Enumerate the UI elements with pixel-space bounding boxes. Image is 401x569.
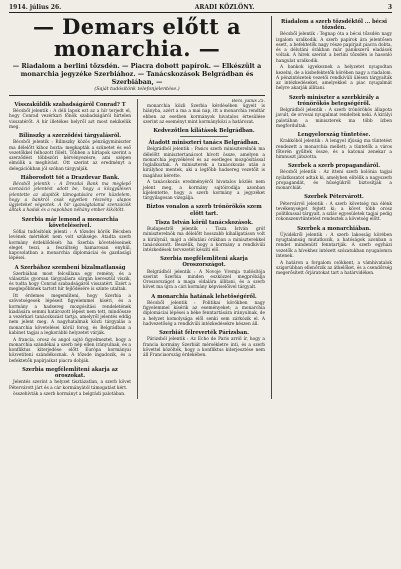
section-heading: A Szerbához szembeni bizalmatlanság bbox=[14, 264, 126, 271]
article-paragraph: összehívták a szerb kormányt a belgrádi palotában. bbox=[13, 392, 126, 398]
text-column-1 bbox=[9, 99, 131, 399]
article-paragraph: Belgrádból jelentik : Pasics szerb miniszterelnök ma délelőtt minisztertanácsot hívott össze, amelyen a monarchia jegyzékével és az esetleges mozgósítással foglalkoztak. A miniszterek a tanácskozás után a királyhoz mentek, aki a legfőbb hadsereg vezetőit is magához kérette. bbox=[143, 147, 265, 179]
article-two-columns bbox=[9, 99, 265, 399]
paper-name: ARADI KÖZLÖNY. bbox=[194, 4, 255, 11]
section-divider bbox=[180, 136, 229, 137]
article-paragraph: Belgrádból jelentik : A Novoje Vremja tudósítója szerint Szerbia minden eszközzel megpróbálja Oroszországot a maga oldalára állítani, és a szerb követ ma újra a cári kormány képviselőivel tárgyalt. bbox=[143, 269, 265, 291]
text-column-2 bbox=[137, 99, 265, 399]
section-heading: Szerb miniszter a szerbkirály a trónörökös betegségéről. bbox=[289, 94, 379, 107]
section-heading: Háborodott tót a Drazdevar Bank. bbox=[20, 174, 120, 181]
headline-deck: — Riadalom a berlini tőzsdén. — Piacra dobott papírok. — Elkészült a monarchia jegyzéke Szerbiához. — Tanácskozások Belgrádban és Szerbiában, — bbox=[12, 62, 262, 86]
section-heading: Átadott miniszteri tanács Belgrádban. bbox=[148, 140, 260, 147]
article-paragraph: Bécsből jelentik : Bilinszky közös pénzügyminiszter ma délelőtt kihoz hozta: megkapták a szünetet és eső vezetőkkel felhozott fölelt. Többen a hírlapok szerint a szerződést többszöri kérvényezésre, ami szépen elmúlik a meghívást. Ott szerint az eredményt a delegációkban jól szóban tárgyalják. bbox=[9, 140, 131, 172]
section-heading: A monarchia hatának lehetőségéről. bbox=[151, 293, 257, 300]
article-paragraph: A tanácskozás eredményéről hivatalos közlés nem jelent meg, a kormány sajtóirodája azonban kijelentette, hogy a szerb kormány a jegyzéket tárgyilagosan vizsgálja. bbox=[143, 180, 265, 202]
section-heading: Lengyelország tüntetése. bbox=[297, 132, 371, 139]
article-paragraph: A határon a forgalom csökkent, a vámhivatalok szigorúbban ellenőrzik az átkelőket, és a csendőrség megerősített őrjáratokat tart a határvidéken. bbox=[276, 260, 392, 277]
section-heading: Szerbiát félreverték Párizsban. bbox=[159, 330, 249, 337]
article-paragraph: Bécsből jelentik : Politikai körökben nagy figyelemmel kísérik az eseményeket; a monarchia diplomáciai lépései a béke fenntartására irányulnak, de a helyzet komolysága elől senki sem zárkózik el. A hadvezetőség a rendkívüli intézkedésekre készen áll. bbox=[143, 300, 265, 327]
page-columns bbox=[9, 16, 392, 399]
headline-rule bbox=[9, 95, 265, 96]
article-paragraph: Pétervárról jelentik : A szerb követség ma élénk tevékenységet fejtett ki; a követ több orosz politikussal tárgyalt, a szláv egyesületek tagjai pedig rokonszenvtüntetést rendeztek a követség előtt. bbox=[276, 201, 392, 223]
article-paragraph: A francia, orosz és angol sajtó figyelmeztet, hogy a monarchia szándékai a szerb nép ellen irányulnak, és a konfliktus kiterjedése előtt Európa kormányai közvetíteni szándékoznak. A tőzsde ingadozik, és a befektetők papírjaikat piacra dobják. bbox=[9, 337, 131, 364]
section-heading: Szerbia megfélemlíteni akarja Oroszországot. bbox=[160, 256, 248, 269]
section-heading: Szerbek Pétervárott. bbox=[304, 194, 364, 201]
article-paragraph: Párizsból jelentik : Az Echo de Paris arról ír, hogy a francia kormány Szerbiát mérsékletre inti, és a szerb követtel közölték, hogy a konfliktus kiterjesztése nem áll Franciaország érdekében. bbox=[143, 337, 265, 359]
article-paragraph: Szerbiában most felcsillana egy remény, és a választás gyorsan tárgyalásra sárgán keresztül viszik, és tudta hogy Conrad szabadságáról visszatért. Ezért a meglepőbbnek tartott hír fejlődésére is szinte utaltak. bbox=[9, 271, 131, 293]
article-paragraph: Belgrádból jelentik : A szerb trónörökös állapota javult, de orvosai nyugalmat rendeltek neki. A királyi palotában a miniszterek ma több ízben megfordultak. bbox=[276, 108, 392, 129]
running-header bbox=[9, 4, 392, 13]
article-paragraph: Itt érdemes megemlíteni, hogy Szerbia a szövetségesek lépéseit figyelemmel kíséri, és a kormány a hadsereg mozgósítási rendeletének kiadására semmi határozott lépést nem tett, mindössze a vezérkari tanácskozást tartja, amelyről jelentés eddig nem jelent meg. A nagyhatalmak közti tárgyalás a monarchia követelései körül forog, és Belgrádban a kabinet tagjai a legkorábbi helyzetet várják. bbox=[9, 294, 131, 336]
dateline: Bécs, július 25. bbox=[231, 99, 265, 104]
section-heading: Riadalom a szerb tőzsdéktől ... bécsi tőzsdén. bbox=[281, 19, 387, 32]
article-paragraph: Újvidékről jelentik : A szerb lakosság körében nyugtalanság mutatkozik, a hatóságok azonban a rendet mindenütt fenntartják. A szerb egyházi vezetők a hívekhez intézett szózatukban nyugalomra intenek. bbox=[276, 232, 392, 259]
main-headline: — Demars előtt a monarchia. — bbox=[33, 14, 241, 61]
section-heading: Szerbia már lemond a monarchia követeléseivel. bbox=[21, 216, 119, 229]
section-heading: Tisza István körül tanácskozások. bbox=[154, 219, 253, 226]
issue-date: 1914. július 26. bbox=[9, 4, 62, 11]
section-heading: Visszaküldik szabadságáról Conrad? T bbox=[14, 102, 126, 108]
article-paragraph: Jelentés szerint a helyzet tisztázatlan, a szerb követ Pétervárott járt és a cár kormányától támogatást kért. bbox=[9, 380, 131, 391]
article-paragraph: Bécsből jelentik : A Drezdai Bank ma meglepő szenzáció jelentést adott be, hogy a közgyűlésen jelentette az alapítók támogatására erre küzdelem, hogy a bankról csak egyetlen részvény alapos ügyleteket végeztek. A hír igazságtalanul szenzációk álltak a hadak és a napokban néhány ember kikötött. bbox=[9, 182, 131, 214]
article-paragraph: A bankok igyekeznek a helyzetet nyugodtan kezelni, de a kisbefektetők körében nagy a riadalom. A pénzintézetek vezetői rendkívüli ülésen tárgyalták az intézkedéseket, amelyekkel a piac nyugalmát helyre akarják állítani. bbox=[276, 65, 392, 92]
section-heading: Szerbia megfélemlíteni akarja az oroszokat. bbox=[22, 366, 118, 380]
page-number: 3 bbox=[387, 4, 392, 11]
headline-subdeck: (Saját tudósítónk telefonjelentése.) bbox=[94, 87, 180, 92]
article-paragraph: Bécsből jelentik : Az itteni szerb kolónia tagjai nyilatkozatot adtak ki, amelyben elítélik a nagyszerb propagandát, és hűségükről biztosítják a monarchiát. bbox=[276, 170, 392, 192]
article-paragraph: monarchia közli Szerbia kérdésében ügyeit is hiányba, azért a ma a mai nap, itt a monarchia rendtár ebben az esetben kormányok hivatalos értesülése szerint az eseményt mint kormányközi a határozat. bbox=[143, 104, 265, 125]
article-paragraph: Bécsből jelentik : A déli lapok ezt az a hír terjedt el, hogy Conrad vezérkari főnök szabadságáról hírtelen visszatérőt. A hír illetékes helyről azt most nekikelük meg. bbox=[9, 109, 131, 130]
section-heading: Biztos vonalon a szerb trónörökös szem előtt tart. bbox=[146, 204, 262, 217]
article-paragraph: Krakkóból jelentik : A lengyel ifjúság ma tüntetést rendezett a monarchia mellett; a tüntetők a város főterén gyűltek össze, és a katonai zenekar a himnuszt játszotta. bbox=[276, 139, 392, 161]
section-heading: Bilinszky a szerződési tárgyalásról. bbox=[18, 133, 122, 140]
article-paragraph: Budapestről jelentik : Tisza István gróf miniszterelnök ma délelőtt hosszabb kihallgatáson volt a királynál, majd a délutáni órákban a miniszterekkel tanácskozott. Beszélik, hogy a kormány a rendkívüli intézkedések tervezetét készíti elő. bbox=[143, 227, 265, 254]
article-paragraph: Bécsből jelentik : Tegnap óta a bécsi tőzsdén nagy izgalom uralkodik. A szerb papírok ára jelentősen esett, a befektetők nagy része papírjait piacra dobta, és a délutáni órákban már pánikszerű eladások voltak. A hírek szerint a berlini tőzsdén is hasonló hangulat uralkodik. bbox=[276, 32, 392, 64]
text-column-3 bbox=[271, 16, 392, 399]
section-heading: Szerbek a szerb propagandáról. bbox=[287, 163, 381, 170]
section-heading: Szerbek a monarchiában. bbox=[297, 225, 371, 232]
section-heading: Kedvezőtlen kilátások Belgrádban. bbox=[153, 128, 255, 134]
main-article-area bbox=[9, 16, 265, 399]
article-paragraph: Sófiai tudósítónk jelenti : A tőzsdei körök Bécsben levének mértékét nem volt szüksége. Átadta szerb kormány érdeklődését: ha Szerbia követeléseinek eleget teszi, a feszültség hamarosan enyhül, kapcsolatban a monarchia diplomáciai és gazdasági lépései. bbox=[9, 230, 131, 262]
